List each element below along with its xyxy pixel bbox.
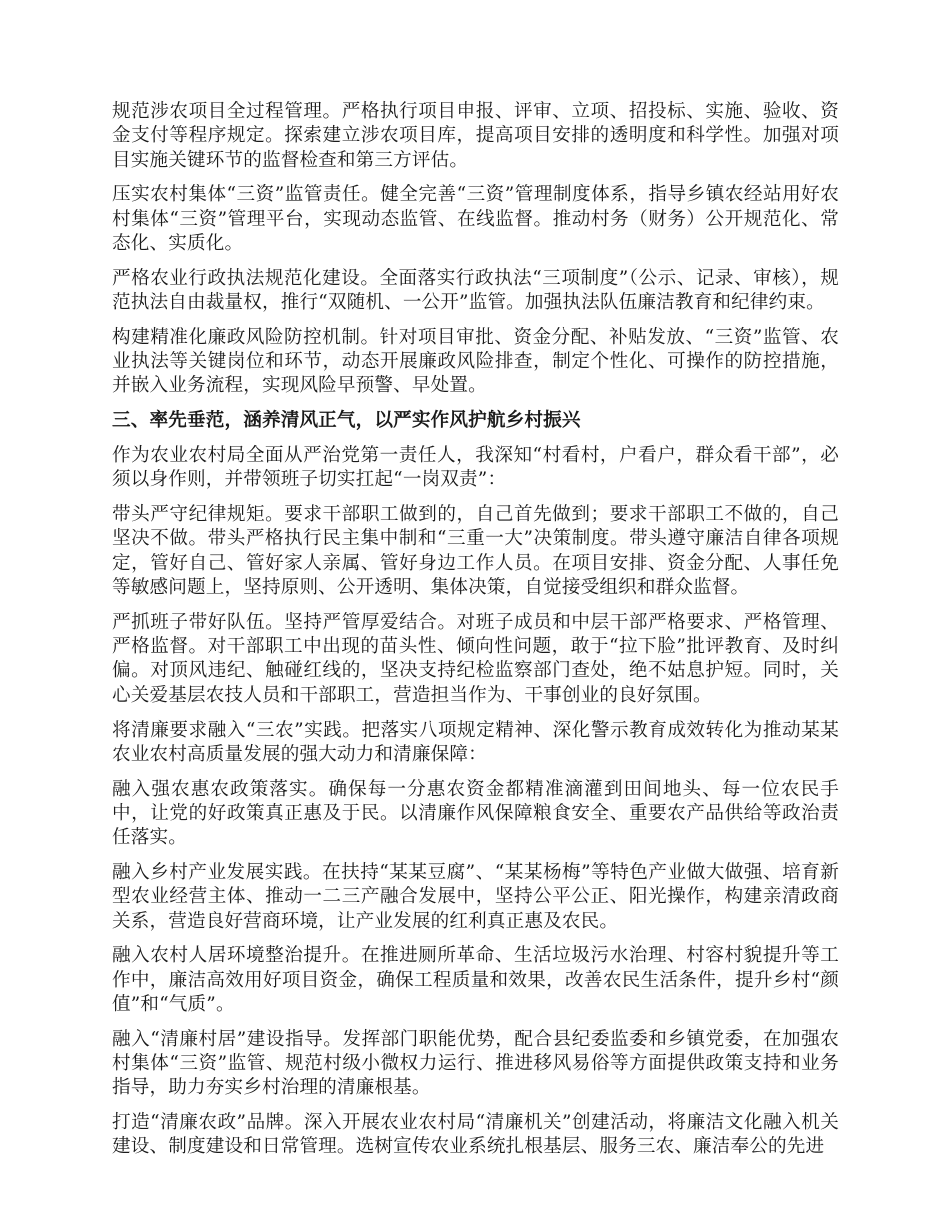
- paragraph-clean-agriculture-brand: 打造“清廉农政”品牌。深入开展农业农村局“清廉机关”创建活动，将廉洁文化融入机关建设、制度建设和日常管理。选树宣传农业系统扎根基层、服务三农、廉洁奉公的先进: [112, 1112, 839, 1158]
- section-heading-three: 三、率先垂范，涵养清风正气，以严实作风护航乡村振兴: [112, 410, 581, 432]
- paragraph-administrative-law-enforcement: 严格农业行政执法规范化建设。全面落实行政执法“三项制度”（公示、记录、审核），规范执法自由裁量权，推行“双随机、一公开”监管。加强执法队伍廉洁教育和纪律约束。: [112, 267, 839, 314]
- paragraph-living-environment-improvement: 融入农村人居环境整治提升。在推进厕所革命、生活垃圾污水治理、村容村貌提升等工作中，廉洁高效用好项目资金，确保工程质量和效果，改善农民生活条件，提升乡村“颜值”和“气质”。: [112, 945, 839, 1015]
- paragraph-agricultural-policy-implementation: 融入强农惠农政策落实。确保每一分惠农资金都精准滴灌到田间地头、每一位农民手中，让党的好政策真正惠及于民。以清廉作风保障粮食安全、重要农产品供给等政治责任落实。: [112, 778, 839, 849]
- paragraph-project-management: 规范涉农项目全过程管理。严格执行项目申报、评审、立项、招投标、实施、验收、资金支付等程序规定。探索建立涉农项目库，提高项目安排的透明度和科学性。加强对项目实施关键环节的监督检查和第三方评估。: [112, 101, 839, 171]
- paragraph-rural-industry-development: 融入乡村产业发展实践。在扶持“某某豆腐”、“某某杨梅”等特色产业做大做强、培育新型农业经营主体、推动一二三产融合发展中，坚持公平公正、阳光操作，构建亲清政商关系，营造良好营商环境，让产业发展的红利真正惠及农民。: [112, 862, 839, 932]
- document-text-body: [112, 100, 839, 1160]
- paragraph-clean-village-construction: 融入“清廉村居”建设指导。发挥部门职能优势，配合县纪委监委和乡镇党委，在加强农村集体“三资”监管、规范村级小微权力运行、推进移风易俗等方面提供政策支持和业务指导，助力夯实乡村治理的清廉根基。: [112, 1028, 839, 1099]
- paragraph-risk-prevention-mechanism: 构建精准化廉政风险防控机制。针对项目审批、资金分配、补贴发放、“三资”监管、农业执法等关键岗位和环节，动态开展廉政风险排查，制定个性化、可操作的防控措施，并嵌入业务流程，实现风险早预警、早处置。: [112, 326, 839, 397]
- paragraph-first-responsible-person: 作为农业农村局全面从严治党第一责任人，我深知“村看村，户看户，群众看干部”，必须以身作则，并带领班子切实扛起“一岗双责”：: [112, 445, 839, 491]
- paragraph-team-management: 严抓班子带好队伍。坚持严管厚爱结合。对班子成员和中层干部严格要求、严格管理、严格监督。对干部职工中出现的苗头性、倾向性问题，敢于“拉下脸”批评教育、及时纠偏。对顶风违纪、触碰红线的，坚决支持纪检监察部门查处，绝不姑息护短。同时，关心关爱基层农技人员和干部职工，营造担当作为、干事创业的良好氛围。: [112, 611, 839, 706]
- paragraph-integrity-into-agriculture: 将清廉要求融入“三农”实践。把落实八项规定精神、深化警示教育成效转化为推动某某农业农村高质量发展的强大动力和清廉保障：: [112, 719, 839, 765]
- paragraph-lead-discipline-compliance: 带头严守纪律规矩。要求干部职工做到的，自己首先做到；要求干部职工不做的，自己坚决不做。带头严格执行民主集中制和“三重一大”决策制度。带头遵守廉洁自律各项规定，管好自己、管好家人亲属、管好身边工作人员。在项目安排、资金分配、人事任免等敏感问题上，坚持原则、公开透明、集体决策，自觉接受组织和群众监督。: [112, 504, 839, 599]
- paragraph-collective-assets-supervision: 压实农村集体“三资”监管责任。健全完善“三资”管理制度体系，指导乡镇农经站用好农村集体“三资”管理平台，实现动态监管、在线监督。推动村务（财务）公开规范化、常态化、实质化。: [112, 184, 839, 254]
